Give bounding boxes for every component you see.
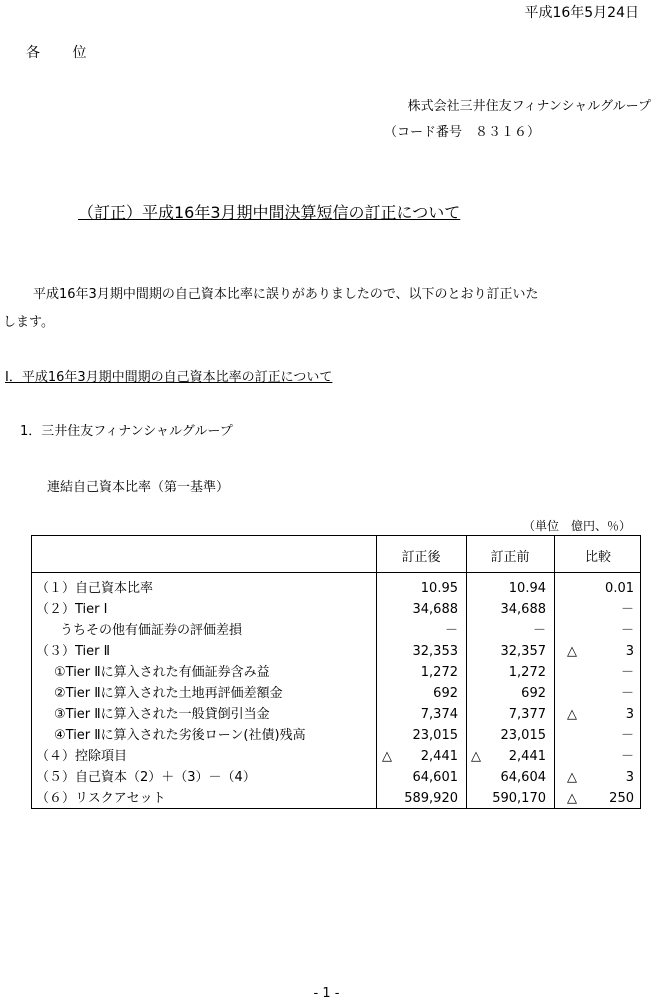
table-row (32, 683, 640, 704)
table-row (32, 662, 640, 683)
before-value: 23,015 (500, 728, 546, 743)
unit-label: （単位 億円、％） (522, 519, 631, 533)
diff-negative-mark: △ (567, 644, 577, 659)
diff-value: － (620, 749, 634, 764)
row-label: （４）控除項目 (36, 749, 128, 764)
page-number: - 1 - (313, 986, 340, 1001)
diff-value: － (620, 665, 634, 680)
after-value: 23,015 (412, 728, 458, 743)
row-label: （２）Tier Ⅰ (36, 602, 108, 617)
row-label: ②Tier Ⅱに算入された土地再評価差額金 (54, 686, 283, 701)
table-row (32, 788, 640, 809)
capital-ratio-table (31, 535, 641, 809)
table-row (32, 578, 640, 599)
table-row (32, 704, 640, 725)
before-value: 34,688 (500, 602, 546, 617)
table-row (32, 599, 640, 620)
diff-negative-mark: △ (567, 770, 577, 785)
after-value: 692 (433, 686, 458, 701)
company-name: 株式会社三井住友フィナンシャルグループ (407, 99, 651, 114)
diff-value: 0.01 (605, 581, 634, 596)
table-row (32, 620, 640, 641)
before-value: 64,604 (500, 770, 546, 785)
header-divider (32, 572, 640, 573)
diff-negative-mark: △ (567, 791, 577, 806)
after-value: 7,374 (420, 707, 458, 722)
table-row (32, 725, 640, 746)
before-value: － (532, 623, 546, 638)
document-title: （訂正）平成16年3月期中間決算短信の訂正について (78, 203, 461, 222)
diff-value: － (620, 686, 634, 701)
row-label: ③Tier Ⅱに算入された一般貸倒引当金 (54, 707, 270, 722)
before-value: 590,170 (492, 791, 546, 806)
after-value: 1,272 (420, 665, 458, 680)
after-negative-mark: △ (382, 749, 392, 764)
before-value: 7,377 (508, 707, 546, 722)
before-value: 32,357 (500, 644, 546, 659)
row-label: うちその他有価証券の評価差損 (60, 623, 243, 638)
diff-value: 250 (609, 791, 634, 806)
column-header-after: 訂正後 (401, 550, 441, 565)
after-value: 64,601 (412, 770, 458, 785)
intro-line-1: 平成16年3月期中間期の自己資本比率に誤りがありましたので、以下のとおり訂正いた (33, 287, 539, 302)
diff-value: － (620, 728, 634, 743)
column-header-diff: 比較 (584, 550, 611, 565)
row-label: ④Tier Ⅱに算入された劣後ローン(社債)残高 (54, 728, 306, 743)
row-label: （５）自己資本（2）＋（3）－（4） (36, 770, 256, 785)
table-row (32, 641, 640, 662)
addressee: 各 位 (26, 45, 101, 61)
row-label: （６）リスクアセット (36, 791, 166, 806)
before-value: 692 (521, 686, 546, 701)
after-value: 34,688 (412, 602, 458, 617)
diff-value: － (620, 602, 634, 617)
table-row (32, 746, 640, 767)
after-value: 32,353 (412, 644, 458, 659)
row-label: （１）自己資本比率 (36, 581, 154, 596)
diff-value: 3 (625, 707, 634, 722)
diff-value: － (620, 623, 634, 638)
table-caption: 連結自己資本比率（第一基準） (47, 480, 230, 495)
after-value: 589,920 (404, 791, 458, 806)
after-value: 10.95 (420, 581, 458, 596)
company-code: （コード番号 ８３１６） (384, 125, 541, 140)
document-date: 平成16年5月24日 (524, 5, 639, 21)
subsection-heading: 1．三井住友フィナンシャルグループ (20, 424, 233, 439)
row-label: ①Tier Ⅱに算入された有価証券含み益 (54, 665, 270, 680)
table-row (32, 767, 640, 788)
diff-negative-mark: △ (567, 707, 577, 722)
before-negative-mark: △ (471, 749, 481, 764)
before-value: 1,272 (508, 665, 546, 680)
section-heading: Ⅰ．平成16年3月期中間期の自己資本比率の訂正について (5, 370, 333, 385)
after-value: － (444, 623, 458, 638)
diff-value: 3 (625, 644, 634, 659)
column-header-before: 訂正前 (490, 550, 530, 565)
before-value: 10.94 (508, 581, 546, 596)
intro-line-2: します。 (3, 315, 54, 330)
row-label: （３）Tier Ⅱ (36, 644, 111, 659)
after-value: 2,441 (420, 749, 458, 764)
diff-value: 3 (625, 770, 634, 785)
before-value: 2,441 (508, 749, 546, 764)
